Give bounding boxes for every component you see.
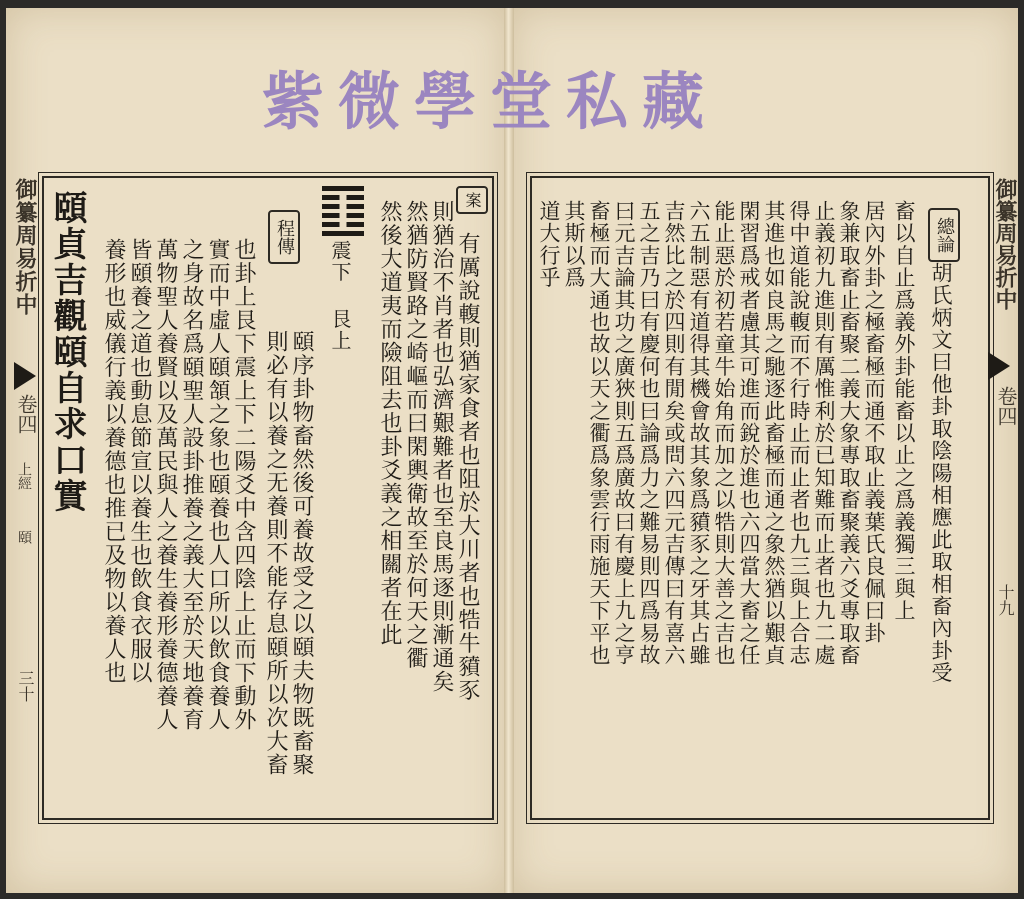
zonglun-column: 吉然比之於四則有閒矣或問六四元吉傳曰有喜六 <box>662 200 686 667</box>
zonglun-column: 五之吉乃曰有慶何也曰論爲力之難易則四爲易故 <box>637 200 661 667</box>
zonglun-column: 止義初九進則有厲惟利於已知難而止者也九二處 <box>812 200 836 667</box>
right-volume: 卷四 <box>994 386 1018 426</box>
zonglun-column: 道大行乎 <box>537 200 561 289</box>
trigram-caption: 震下 艮上 <box>328 240 352 352</box>
left-margin-title: 御纂周易折中 <box>12 178 38 316</box>
an-label: 案 <box>456 186 488 214</box>
chengzhuan-column: 萬物聖人養賢以及萬民與人之養生養形養德養人 <box>153 238 178 732</box>
right-margin-title: 御纂周易折中 <box>992 178 1018 310</box>
left-fishtail-mark <box>14 362 36 390</box>
zonglun-column: 其斯以爲 <box>562 200 586 289</box>
chengzhuan-column: 實而中虛人頤頷之象也頤養也人口所以飲食養人 <box>205 238 230 732</box>
preface-column: 頤序卦物畜然後可養故受之以頤夫物既畜聚 <box>289 330 314 777</box>
left-hexagram-name: 頤 <box>16 530 32 544</box>
right-page-number: 十九 <box>996 584 1015 616</box>
preface-column: 則必有以養之无養則不能存息頤所以次大畜 <box>263 330 288 777</box>
an-column: 然猶防賢路之崎嶇而曰閑輿衛故至於何天之衢 <box>403 200 428 670</box>
zonglun-column: 六五制惡有道得其機會故其象爲豶豕之牙其占雖 <box>687 200 711 667</box>
zonglun-column: 居內外卦之極畜極而通不取止義葉氏良佩曰卦 <box>862 200 886 644</box>
hexagram-heading: 頤貞吉觀頤自求口實 <box>47 190 87 514</box>
collector-stamp: 紫微學堂私藏 <box>262 65 719 138</box>
chengzhuan-label: 程傳 <box>268 210 300 264</box>
chengzhuan-column: 之身故名爲頤聖人設卦推養之義大至於天地養育 <box>179 238 204 732</box>
chengzhuan-column: 也卦上艮下震上下二陽爻中含四陰上止而下動外 <box>231 238 256 732</box>
left-section: 上經 <box>16 462 32 490</box>
zonglun-column: 得中道能說輹而不行時止而止者也九三與上合志 <box>787 200 811 667</box>
zonglun-label: 總論 <box>928 208 960 262</box>
zonglun-column: 象兼取畜止畜聚二義大象專取畜聚義六爻專取畜 <box>837 200 861 667</box>
an-column: 則猶治不肖者也弘濟艱難者也至良馬逐則漸通矣 <box>429 200 454 694</box>
zonglun-column: 胡氏炳文曰他卦取陰陽相應此取相畜內卦受 <box>929 262 953 684</box>
left-volume: 卷四 <box>14 394 38 434</box>
left-page-number: 三十 <box>16 670 35 702</box>
right-fishtail-mark <box>988 352 1010 380</box>
chengzhuan-column: 養形也威儀行義以養德也推已及物以養人也 <box>101 238 126 685</box>
zonglun-column: 能止惡於初若童牛始角而加之以牿則大善之吉也 <box>712 200 736 667</box>
an-column: 有厲說輹則猶家食者也阻於大川者也牿牛豶豕 <box>455 232 480 702</box>
zonglun-column: 其進也如良馬之馳逐此畜極而通之象然猶以艱貞 <box>762 200 786 667</box>
zonglun-column: 曰元吉論其功之廣狹則五爲廣故曰有慶上九之亨 <box>612 200 636 667</box>
an-column: 然後大道夷而險阻去也卦爻義之相關者在此 <box>377 200 402 647</box>
zonglun-column: 畜以自止爲義外卦能畜以止之爲義獨三與上 <box>892 200 916 622</box>
yi-hexagram-icon <box>322 186 364 240</box>
zonglun-column: 閑習爲戒者慮其可進而銳於進也六四當大畜之任 <box>737 200 761 667</box>
chengzhuan-column: 皆頤養之道也動息節宣以養生也飲食衣服以 <box>127 238 152 685</box>
zonglun-column: 畜極而大通也故以天之衢爲象雲行雨施天下平也 <box>587 200 611 667</box>
